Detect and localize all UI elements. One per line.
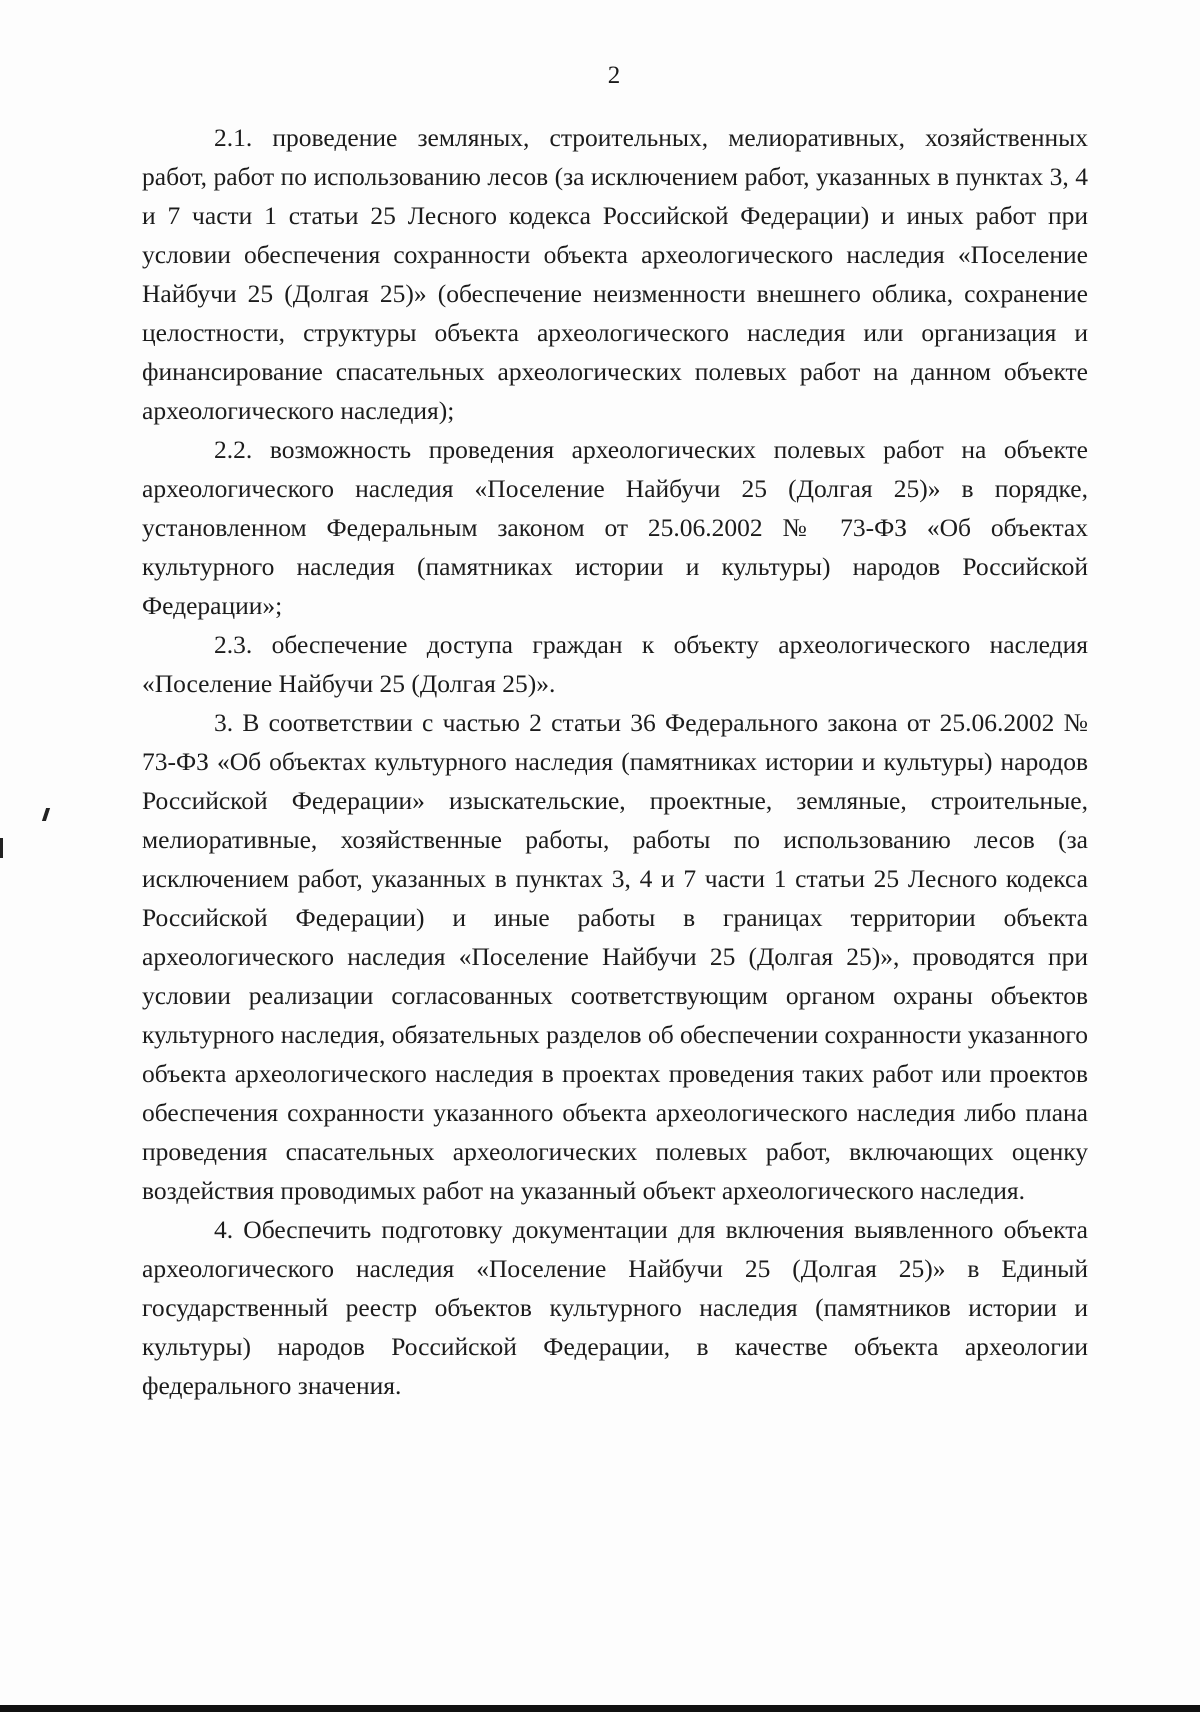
page-number: 2 [607,62,621,89]
paragraph-2-2: 2.2. возможность проведения археологических полевых работ на объекте археологического наследия «Поселение Найбучи 25 (Долгая 25)» в порядке, установленном Федеральным законом от 25.06.2002 № 73-ФЗ «Об объектах культурного наследия (памятниках истории и культуры) народов Российской Федерации»; [142,435,1088,620]
document-body [142,118,1088,1405]
scan-edge-mark [0,838,3,858]
paragraph-2-1: 2.1. проведение земляных, строительных, мелиоративных, хозяйственных работ, работ по использованию лесов (за исключением работ, указанных в пунктах 3, 4 и 7 части 1 статьи 25 Лесного кодекса Российской Федерации) и иных работ при условии обеспечения сохранности объекта археологического наследия «Поселение Найбучи 25 (Долгая 25)» (обеспечение неизменности внешнего облика, сохранение целостности, структуры объекта археологического наследия или организация и финансирование спасательных археологических полевых работ на данном объекте археологического наследия); [142,123,1088,425]
paragraph-3: 3. В соответствии с частью 2 статьи 36 Федерального закона от 25.06.2002 № 73-ФЗ «Об объектах культурного наследия (памятниках истории и культуры) народов Российской Федерации» изыскательские, проектные, земляные, строительные, мелиоративные, хозяйственные работы, работы по использованию лесов (за исключением работ, указанных в пунктах 3, 4 и 7 части 1 статьи 25 Лесного кодекса Российской Федерации) и иные работы в границах территории объекта археологического наследия «Поселение Найбучи 25 (Долгая 25)», проводятся при условии реализации согласованных соответствующим органом охраны объектов культурного наследия, обязательных разделов об обеспечении сохранности указанного объекта археологического наследия в проектах проведения таких работ или проектов обеспечения сохранности указанного объекта археологического наследия либо плана проведения спасательных археологических полевых работ, включающих оценку воздействия проводимых работ на указанный объект археологического наследия. [142,708,1088,1205]
paragraph-4: 4. Обеспечить подготовку документации для включения выявленного объекта археологического наследия «Поселение Найбучи 25 (Долгая 25)» в Единый государственный реестр объектов культурного наследия (памятников истории и культуры) народов Российской Федерации, в качестве объекта археологии федерального значения. [142,1215,1088,1400]
paragraph-2-3: 2.3. обеспечение доступа граждан к объекту археологического наследия «Поселение Найбучи 25 (Долгая 25)». [142,630,1088,698]
scan-bottom-edge [0,1705,1200,1712]
scan-speck-mark [42,808,50,821]
